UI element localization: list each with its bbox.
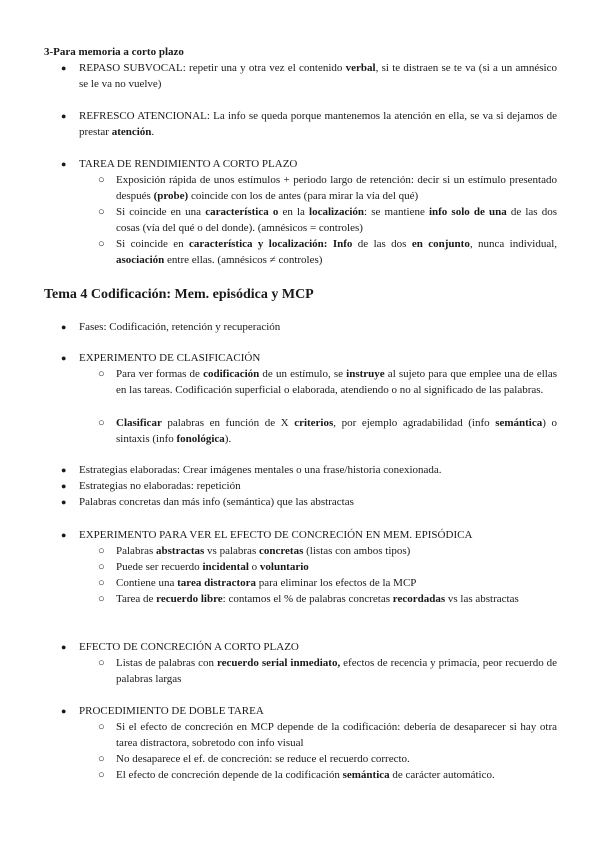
circle-bullet-icon: ○: [98, 753, 105, 765]
bullet-icon: ●: [61, 353, 67, 363]
circle-bullet-icon: ○: [98, 593, 105, 605]
bullet-icon: ●: [61, 481, 67, 491]
circle-bullet-icon: ○: [98, 721, 105, 733]
circle-bullet-icon: ○: [98, 561, 105, 573]
circle-bullet-icon: ○: [98, 769, 105, 781]
sub-item: ○ Contiene una tarea distractora para eliminar los efectos de la MCP: [98, 577, 417, 589]
list-item: ● Estrategias no elaboradas: repetición: [61, 480, 241, 492]
sub-item: ○ Si coincide en una característica o en la localización: se mantiene info solo de una de las dos cosas (vía del qué o del donde). (amnésicos = controles): [98, 206, 557, 234]
circle-bullet-icon: ○: [98, 206, 105, 218]
circle-bullet-icon: ○: [98, 577, 105, 589]
bullet-icon: ●: [61, 63, 67, 73]
list-item: ● REPASO SUBVOCAL: repetir una y otra vez el contenido verbal, si te distraen se te va (si a un amnésico se le va no vuelve): [61, 62, 557, 90]
sub-item: ○ Si coincide en característica y localización: Info de las dos en conjunto, nunca individual, asociación entre ellas. (amnésicos ≠ controles): [98, 238, 558, 266]
sub-item: ○ Tarea de recuerdo libre: contamos el % de palabras concretas recordadas vs las abstractas: [98, 593, 519, 605]
sub-item: ○ No desaparece el ef. de concreción: se reduce el recuerdo correcto.: [98, 753, 410, 765]
bullet-icon: ●: [61, 465, 67, 475]
circle-bullet-icon: ○: [98, 238, 105, 250]
circle-bullet-icon: ○: [98, 545, 105, 557]
sub-item: ○ Listas de palabras con recuerdo serial inmediato, efectos de recencia y primacía, peor recuerdo de palabras largas: [98, 657, 558, 685]
sub-item: ○ Puede ser recuerdo incidental o voluntario: [98, 561, 309, 573]
bullet-icon: ●: [61, 497, 67, 507]
list-item: ● Palabras concretas dan más info (semántica) que las abstractas: [61, 496, 354, 508]
sub-item: ○ Clasificar palabras en función de X criterios, por ejemplo agradabilidad (info semántica) o sintaxis (info fonológica).: [98, 417, 557, 445]
sub-item: ○ El efecto de concreción depende de la codificación semántica de carácter automático.: [98, 769, 495, 781]
section-heading: 3-Para memoria a corto plazo: [44, 46, 184, 58]
bullet-icon: ●: [61, 111, 67, 121]
circle-bullet-icon: ○: [98, 417, 105, 429]
page-title: Tema 4 Codificación: Mem. episódica y MCP: [44, 287, 314, 302]
list-item: ● Estrategias elaboradas: Crear imágenes mentales o una frase/historia conexionada.: [61, 464, 442, 476]
list-item: ● Fases: Codificación, retención y recuperación: [61, 321, 281, 333]
list-item: ● EXPERIMENTO DE CLASIFICACIÓN: [61, 352, 261, 364]
list-item: ● EXPERIMENTO PARA VER EL EFECTO DE CONCRECIÓN EN MEM. EPISÓDICA: [61, 529, 473, 541]
bullet-icon: ●: [61, 706, 67, 716]
sub-item: ○ Palabras abstractas vs palabras concretas (listas con ambos tipos): [98, 545, 411, 557]
sub-item: ○ Para ver formas de codificación de un estímulo, se instruye al sujeto para que emplee una de ellas en las tareas. Codificación superficial o elaborada, atendiendo o no al significado de las palabras.: [98, 368, 557, 396]
circle-bullet-icon: ○: [98, 174, 105, 186]
bullet-icon: ●: [61, 159, 67, 169]
bullet-icon: ●: [61, 322, 67, 332]
bullet-icon: ●: [61, 642, 67, 652]
circle-bullet-icon: ○: [98, 657, 105, 669]
list-item: ● TAREA DE RENDIMIENTO A CORTO PLAZO: [61, 158, 298, 170]
list-item: ● EFECTO DE CONCRECIÓN A CORTO PLAZO: [61, 641, 299, 653]
list-item: ● PROCEDIMIENTO DE DOBLE TAREA: [61, 705, 264, 717]
circle-bullet-icon: ○: [98, 368, 105, 380]
sub-item: ○ Si el efecto de concreción en MCP depende de la codificación: debería de desaparecer si hay otra tarea distractora, sobretodo con info visual: [98, 721, 557, 749]
bullet-icon: ●: [61, 530, 67, 540]
list-item: ● REFRESCO ATENCIONAL: La info se queda porque mantenemos la atención en ella, se va si dejamos de prestar atención.: [61, 110, 557, 138]
sub-item: ○ Exposición rápida de unos estímulos + periodo largo de retención: decir si un estímulo presentado después (probe) coincide con los de antes (para mirar la vía del qué): [98, 174, 557, 202]
